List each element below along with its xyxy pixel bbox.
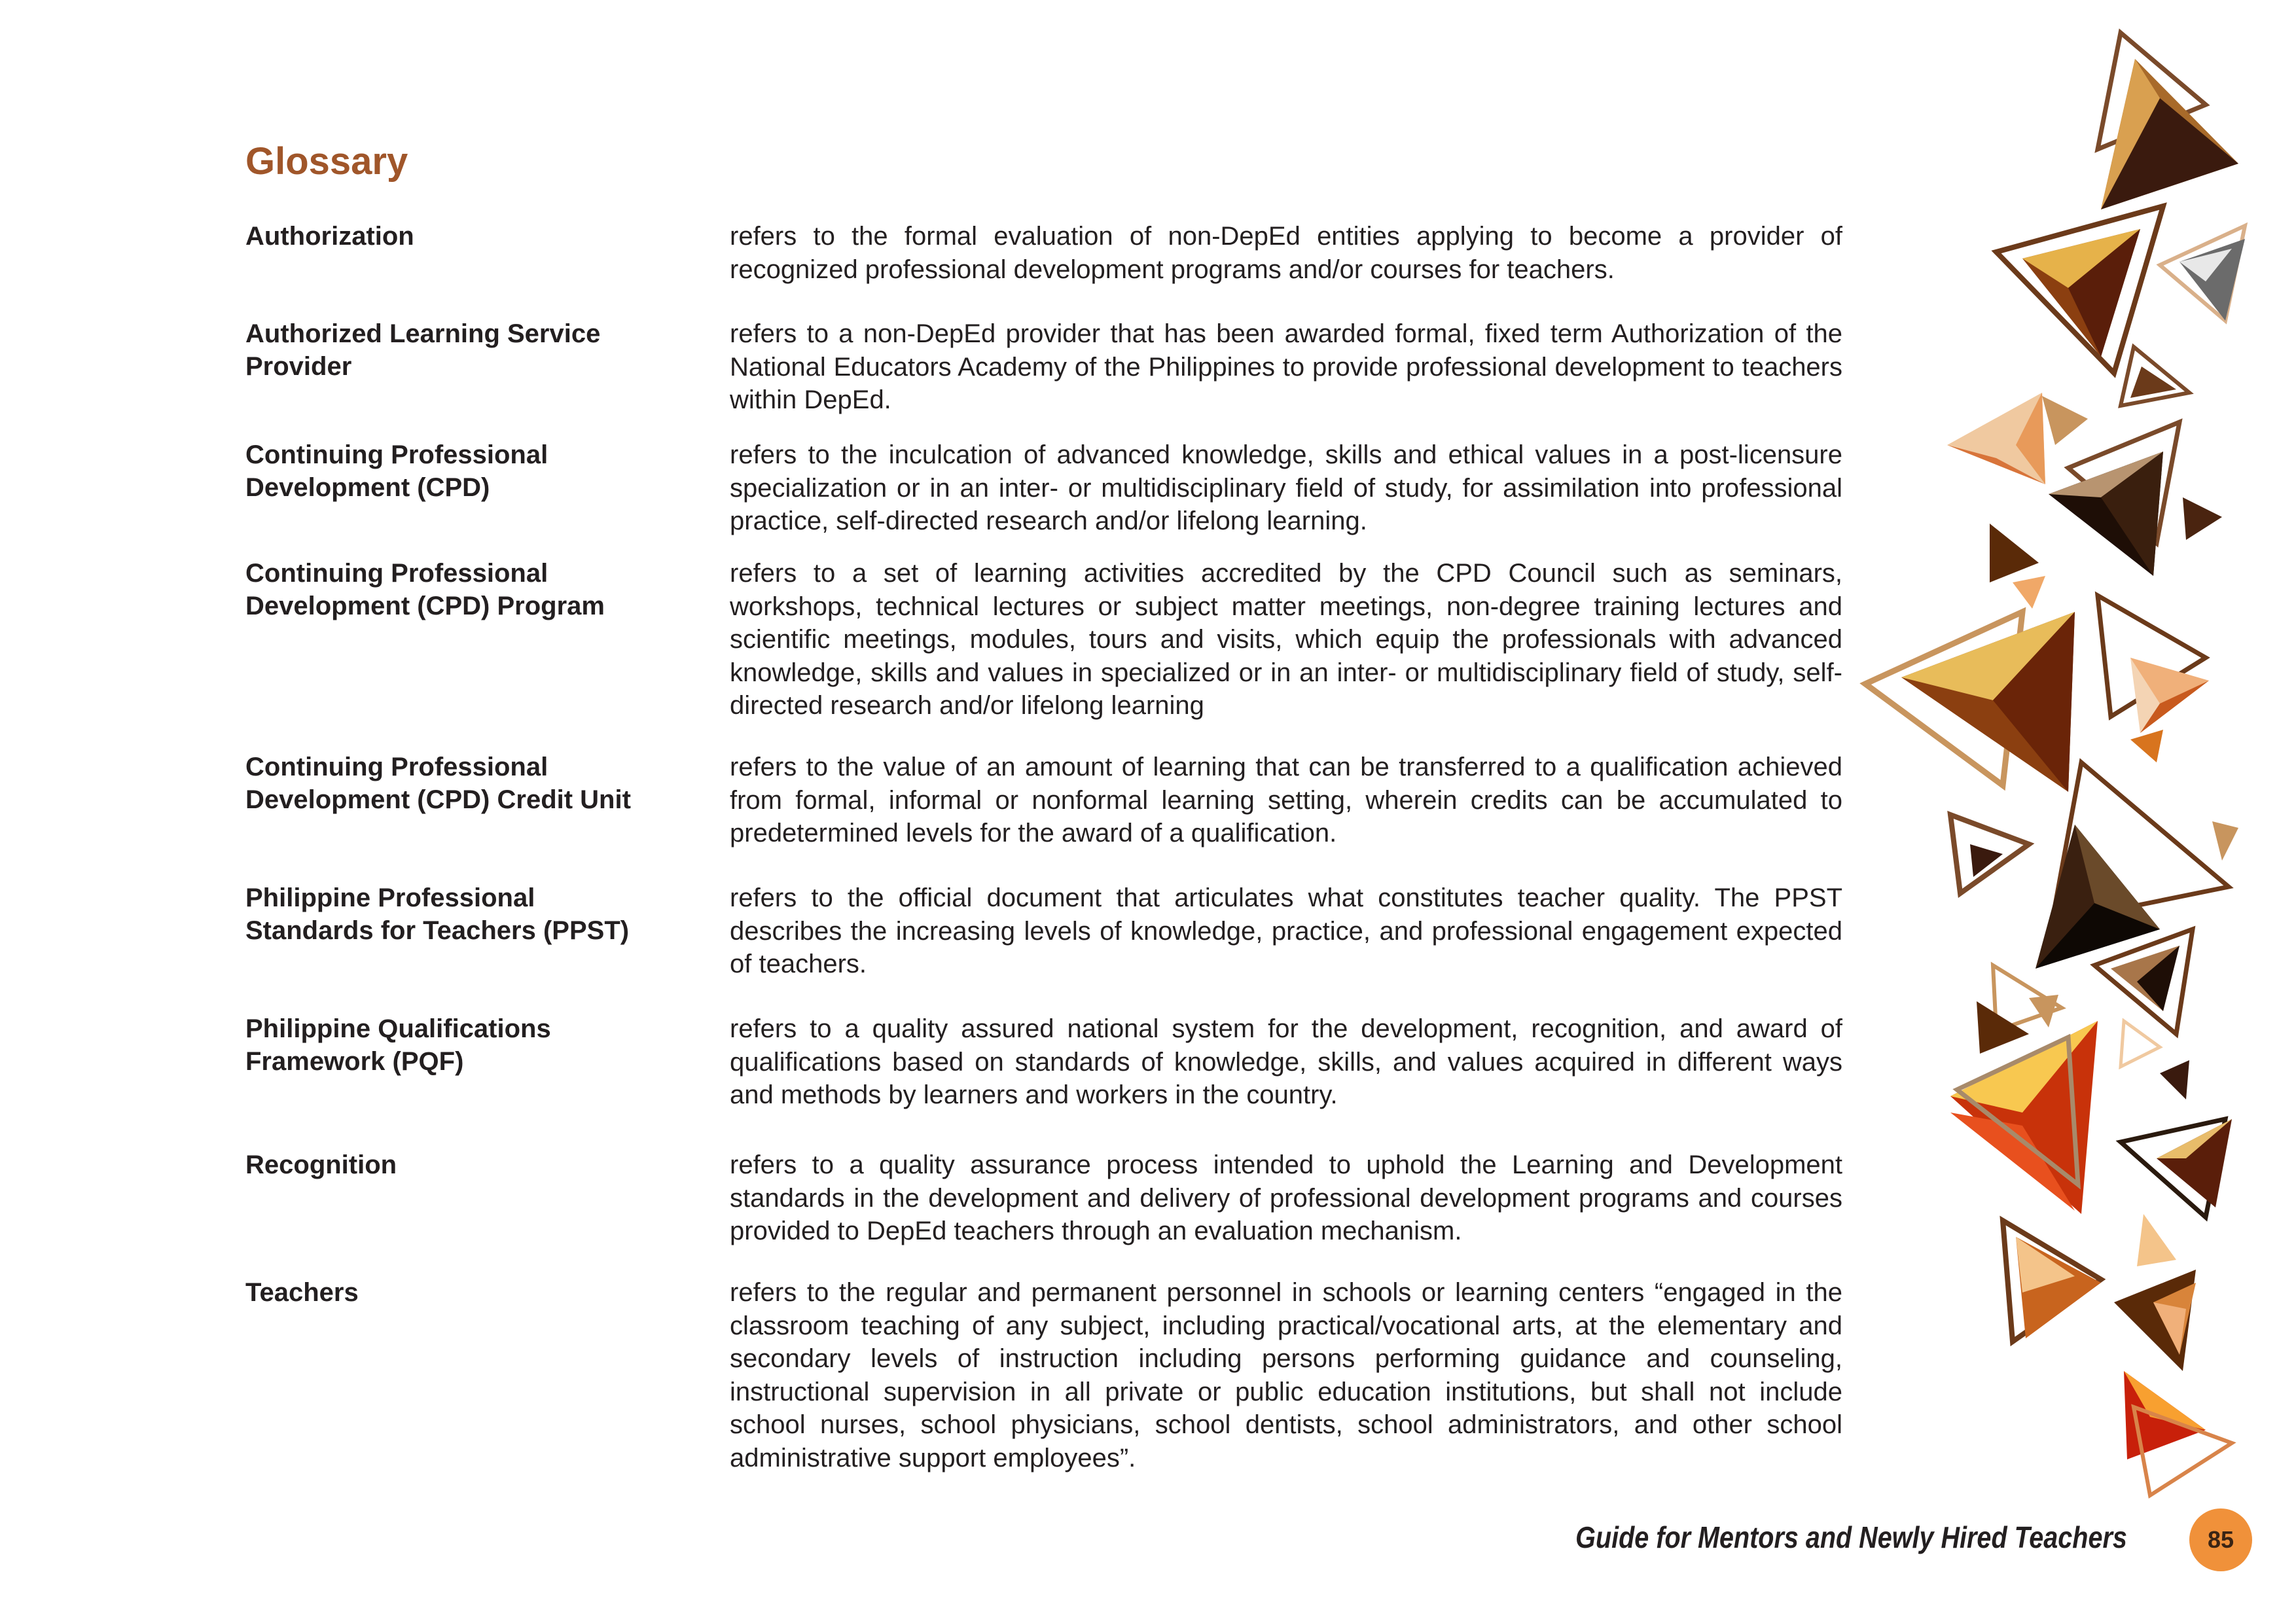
glossary-term: Continuing Professional Development (CPD) Program xyxy=(245,559,605,620)
page-number-badge: 85 xyxy=(2189,1508,2252,1571)
glossary-definition: refers to a quality assured national system for the development, recognition, and award of qualifications based on standards of knowledge, skills, and values acquired in different ways and methods by learners and workers in the country. xyxy=(730,1014,1842,1109)
glossary-term: Continuing Professional Development (CPD) Credit Unit xyxy=(245,753,631,814)
footer-title: Guide for Mentors and Newly Hired Teachers xyxy=(1575,1520,2127,1554)
glossary-term: Continuing Professional Development (CPD) xyxy=(245,440,548,502)
glossary-definition: refers to a non-DepEd provider that has been awarded formal, fixed term Authorization of the National Educators Academy of the Philippines to provide professional development to teachers within DepEd. xyxy=(730,319,1842,414)
glossary-term: Philippine Qualifications Framework (PQF) xyxy=(245,1014,551,1076)
glossary-term: Recognition xyxy=(245,1150,397,1179)
triangle-decoration xyxy=(1859,0,2296,1623)
glossary-definition: refers to the value of an amount of learning that can be transferred to a qualification achieved from formal, informal or nonformal learning setting, wherein credits can be accumulated to predetermined levels for the award of a qualification. xyxy=(730,753,1842,847)
glossary-definition: refers to the inculcation of advanced knowledge, skills and ethical values in a post-licensure specialization or in an inter- or multidisciplinary field of study, for assimilation into professional practice, self-directed research and/or lifelong learning. xyxy=(730,440,1842,535)
glossary-term: Philippine Professional Standards for Teachers (PPST) xyxy=(245,883,630,945)
glossary-definition: refers to a quality assurance process intended to uphold the Learning and Development standards in the development and delivery of professional development programs and courses provided to DepEd teachers through an evaluation mechanism. xyxy=(730,1150,1842,1245)
glossary-term: Teachers xyxy=(245,1278,359,1307)
page-title: Glossary xyxy=(245,140,408,183)
glossary-definition: refers to the official document that articulates what constitutes teacher quality. The PPST describes the increasing levels of knowledge, practice, and professional engagement expected of teachers. xyxy=(730,883,1842,978)
glossary-definition: refers to the formal evaluation of non-DepEd entities applying to become a provider of recognized professional development programs and/or courses for teachers. xyxy=(730,222,1842,284)
glossary-definition: refers to the regular and permanent personnel in schools or learning centers “engaged in the classroom teaching of any subject, including practical/vocational arts, at the elementary and secondary levels of instruction including persons performing guidance and counseling, instructional supervision in all private or public education institutions, but shall not include school nurses, school physicians, school dentists, school administrators, and other school administrative support employees”. xyxy=(730,1278,1842,1472)
glossary-term: Authorization xyxy=(245,222,414,251)
glossary-term: Authorized Learning Service Provider xyxy=(245,319,601,381)
glossary-definition: refers to a set of learning activities accredited by the CPD Council such as seminars, workshops, technical lectures or subject matter meetings, non-degree training lectures and scientific meetings, modules, tours and visits, which equip the professionals with advanced knowledge, skills and values in specialized or in an inter- or multidisciplinary field of study, self-directed research and/or lifelong learning xyxy=(730,559,1842,720)
glossary-list xyxy=(245,0,1842,1623)
